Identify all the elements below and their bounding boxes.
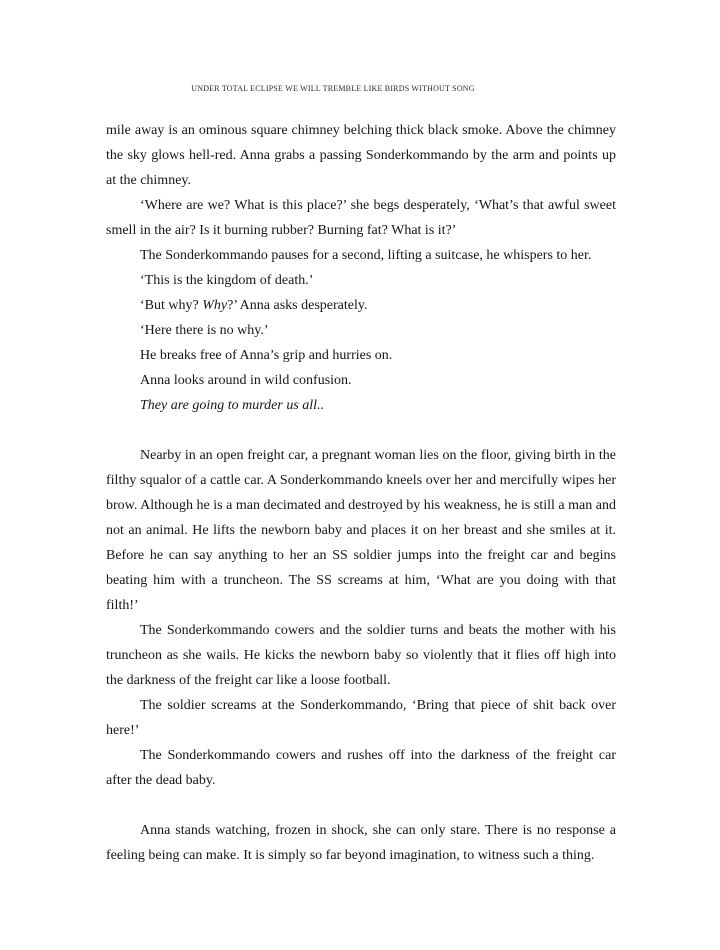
paragraph [106,343,616,368]
italic-text-run: Why [202,298,228,313]
text-run: Nearby in an open freight car, a pregnant woman lies on the floor, giving birth in the filthy squalor of a cattle car. A Sonderkommando kneels over her and mercifully wipes her brow. Although he is a man decimated and destroyed by his weakness, he is still a man and not an animal. He lifts the newborn baby and places it on her breast and she smiles at it. Before he can say anything to her an SS soldier jumps into the freight car and begins beating him with a truncheon. The SS screams at him, ‘What are you doing with that filth!’ [106,448,616,613]
text-run: The Sonderkommando cowers and rushes off into the darkness of the freight car after the dead baby. [106,748,616,788]
text-run: ‘Here there is no why.’ [140,323,269,338]
text-run: ‘Where are we? What is this place?’ she begs desperately, ‘What’s that awful sweet smell in the air? Is it burning rubber? Burning fat? What is it?’ [106,198,616,238]
text-run: The soldier screams at the Sonderkommando, ‘Bring that piece of shit back over here!’ [106,698,616,738]
paragraph [106,118,616,193]
text-run: ‘But why? [140,298,203,313]
paragraph [106,818,616,868]
paragraph [106,318,616,343]
text-run: The Sonderkommando cowers and the soldier turns and beats the mother with his truncheon as she wails. He kicks the newborn baby so violently that it flies off high into the darkness of the freight car like a loose football. [106,623,616,688]
italic-text-run: They are going to murder us all.. [140,398,325,413]
text-run: Anna stands watching, frozen in shock, she can only stare. There is no response a feeling being can make. It is simply so far beyond imagination, to witness such a thing. [106,823,616,863]
paragraph [106,268,616,293]
text-run: ?’ Anna asks desperately. [227,298,368,313]
text-run: He breaks free of Anna’s grip and hurries on. [140,348,393,363]
text-run: ‘This is the kingdom of death.’ [140,273,314,288]
paragraph [106,393,616,418]
text-run: The Sonderkommando pauses for a second, lifting a suitcase, he whispers to her. [140,248,592,263]
paragraph [106,443,616,618]
paragraph [106,293,616,318]
paragraph [106,243,616,268]
text-run: Anna looks around in wild confusion. [140,373,352,388]
paragraph [106,743,616,793]
paragraph [106,368,616,393]
text-run: mile away is an ominous square chimney belching thick black smoke. Above the chimney the sky glows hell-red. Anna grabs a passing Sonderkommando by the arm and points up at the chimney. [106,123,616,188]
page-body [106,118,616,868]
paragraph [106,693,616,743]
paragraph [106,618,616,693]
paragraph [106,193,616,243]
running-header: UNDER TOTAL ECLIPSE WE WILL TREMBLE LIKE BIRDS WITHOUT SONG [191,84,475,93]
